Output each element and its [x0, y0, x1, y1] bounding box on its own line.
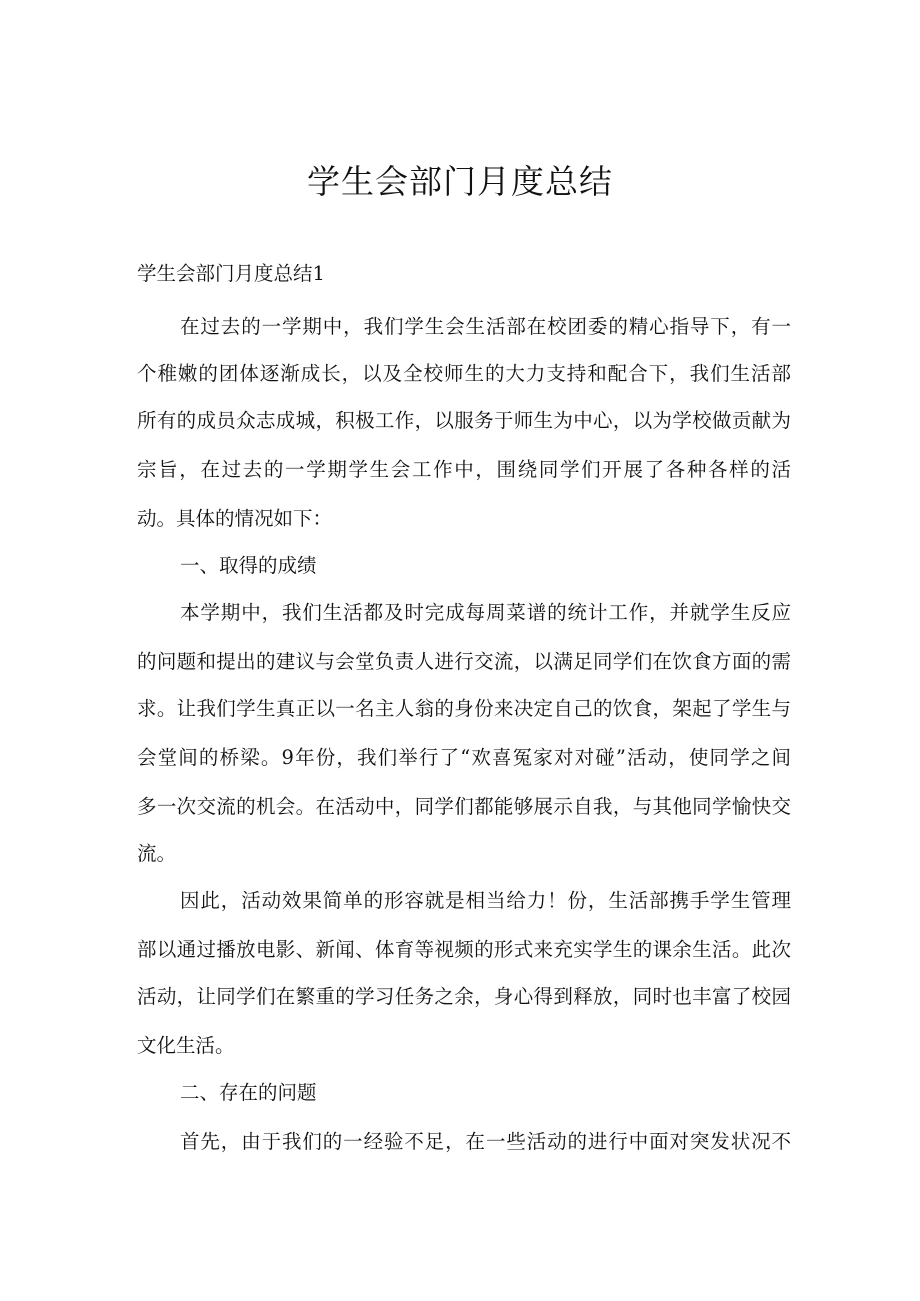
paragraph-line: 会堂间的桥梁。9年份，我们举行了“欢喜冤家对对碰”活动，使同学之间 [137, 746, 791, 769]
paragraph-line: 在过去的一学期中，我们学生会生活部在校团委的精心指导下，有一 [180, 315, 791, 338]
paragraph-line: 活动，让同学们在繁重的学习任务之余，身心得到释放，同时也丰富了校园 [137, 985, 791, 1008]
section-heading: 一、取得的成绩 [180, 554, 317, 577]
paragraph-line: 求。让我们学生真正以一名主人翁的身份来决定自己的饮食，架起了学生与 [137, 697, 791, 720]
section-heading: 二、存在的问题 [180, 1081, 317, 1104]
section-subtitle: 学生会部门月度总结1 [137, 262, 325, 285]
paragraph-line: 所有的成员众志成城，积极工作，以服务于师生为中心，以为学校做贡献为 [137, 409, 791, 432]
paragraph-line: 多一次交流的机会。在活动中，同学们都能够展示自我，与其他同学愉快交 [137, 795, 791, 818]
paragraph-line: 的问题和提出的建议与会堂负责人进行交流，以满足同学们在饮食方面的需 [137, 650, 791, 673]
paragraph-line: 本学期中，我们生活都及时完成每周菜谱的统计工作，并就学生反应 [180, 601, 791, 624]
paragraph-line: 首先，由于我们的一经验不足，在一些活动的进行中面对突发状况不 [180, 1130, 791, 1153]
paragraph-line: 流。 [137, 842, 177, 865]
document-title: 学生会部门月度总结 [307, 162, 613, 201]
paragraph-line: 文化生活。 [137, 1034, 235, 1057]
paragraph-line: 部以通过播放电影、新闻、体育等视频的形式来充实学生的课余生活。此次 [137, 938, 791, 961]
paragraph-line: 个稚嫩的团体逐渐成长，以及全校师生的大力支持和配合下，我们生活部 [137, 362, 791, 385]
paragraph-line: 宗旨，在过去的一学期学生会工作中，围绕同学们开展了各种各样的活 [137, 458, 791, 481]
paragraph-line: 因此，活动效果简单的形容就是相当给力！份，生活部携手学生管理 [180, 889, 791, 912]
paragraph-line: 动。具体的情况如下： [137, 507, 333, 530]
